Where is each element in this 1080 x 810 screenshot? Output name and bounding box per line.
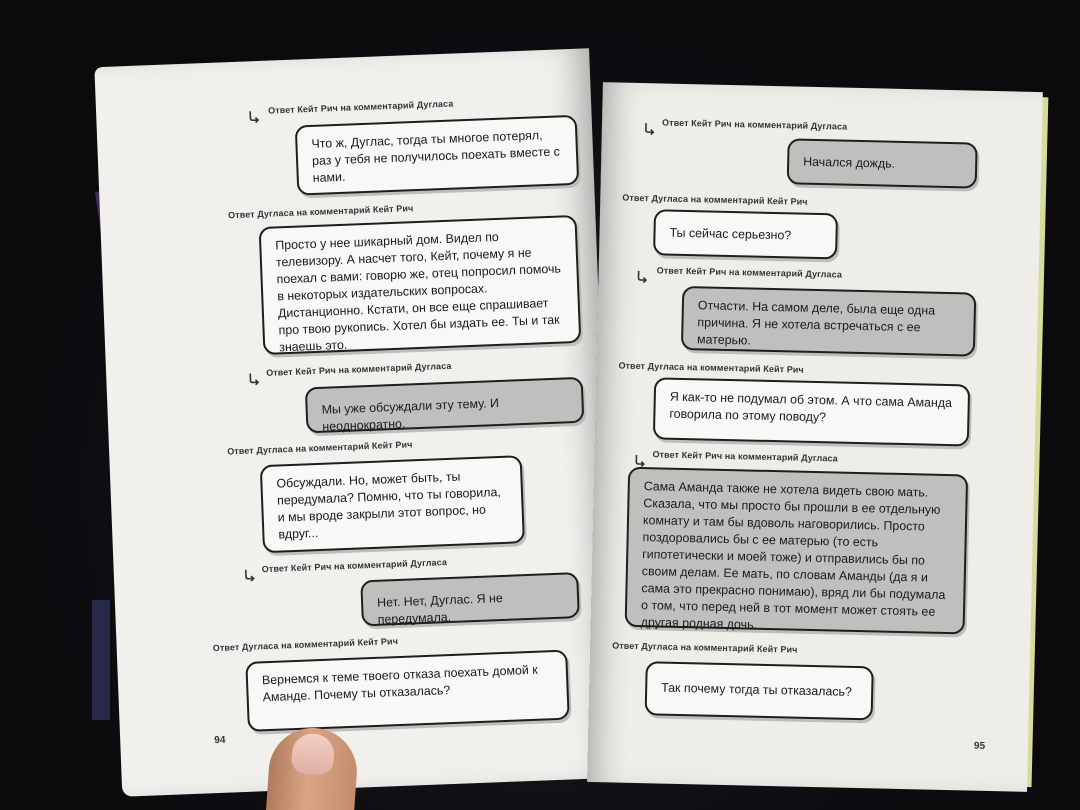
message-bubble: Что ж, Дуглас, тогда ты многое потерял, раз у тебя не получилось поехать вместе с нами. xyxy=(295,115,579,196)
reply-arrow-icon xyxy=(632,453,646,467)
message-bubble: Сама Аманда также не хотела видеть свою мать. Сказала, что мы просто бы прошли в ее отдельную комнату и там бы вдоволь наговорились. Просто поздоровались бы с ее матерью (то есть гипотетически и моей тоже) и отправились бы по своим делам. Ее мать, по словам Аманды (да я и сама это прекрасно понимаю), вряд ли бы подумала о том, что перед ней в тот момент может стоять ее другая родная дочь. xyxy=(625,467,969,635)
comment-header: Ответ Дугласа на комментарий Кейт Рич xyxy=(612,640,798,655)
message-bubble: Обсуждали. Но, может быть, ты передумала? Помню, что ты говорила, и мы вроде закрыли этот вопрос, но вдруг... xyxy=(260,455,525,553)
message-bubble: Отчасти. На самом деле, была еще одна причина. Я не хотела встречаться с ее матерью. xyxy=(681,286,976,357)
message-bubble: Ты сейчас серьезно? xyxy=(653,209,838,259)
comment-header: Ответ Дугласа на комментарий Кейт Рич xyxy=(227,439,413,457)
reply-arrow-icon xyxy=(242,567,257,582)
message-bubble: Начался дождь. xyxy=(787,138,978,188)
message-bubble: Я как-то не подумал об этом. А что сама Аманда говорила по этому поводу? xyxy=(653,377,970,446)
message-bubble: Просто у нее шикарный дом. Видел по телевизору. А насчет того, Кейт, почему я не поехал с вами: говорю же, отец попросил помочь в некоторых издательских вопросах. Дистанционно. Кстати, он все еще спрашивает про твою рукопись. Хотел бы издать ее. Ты и так знаешь это. xyxy=(259,215,582,355)
comment-header: Ответ Дугласа на комментарий Кейт Рич xyxy=(227,203,414,221)
reply-arrow-icon xyxy=(246,371,261,386)
book-page-right xyxy=(587,82,1043,792)
message-bubble: Мы уже обсуждали эту тему. И неоднократно. xyxy=(305,377,585,434)
comment-header: Ответ Кейт Рич на комментарий Дугласа xyxy=(656,265,843,280)
comment-header: Ответ Кейт Рич на комментарий Дугласа xyxy=(661,117,848,132)
comment-header: Ответ Кейт Рич на комментарий Дугласа xyxy=(652,449,838,464)
message-bubble: Нет. Нет, Дуглас. Я не передумала. xyxy=(360,572,580,626)
reply-arrow-icon xyxy=(634,269,648,283)
reply-arrow-icon xyxy=(642,121,656,135)
page-number: 95 xyxy=(973,740,986,752)
background-object xyxy=(92,600,110,720)
page-number: 94 xyxy=(214,734,226,747)
message-bubble: Так почему тогда ты отказалась? xyxy=(645,661,874,720)
message-bubble: Вернемся к теме твоего отказа поехать домой к Аманде. Почему ты отказалась? xyxy=(245,650,569,732)
comment-header: Ответ Кейт Рич на комментарий Дугласа xyxy=(261,557,448,575)
reply-arrow-icon xyxy=(246,109,261,124)
comment-header: Ответ Дугласа на комментарий Кейт Рич xyxy=(622,192,808,207)
book-page-left xyxy=(94,48,617,796)
comment-header: Ответ Кейт Рич на комментарий Дугласа xyxy=(267,98,454,116)
comment-header: Ответ Дугласа на комментарий Кейт Рич xyxy=(212,636,399,654)
comment-header: Ответ Кейт Рич на комментарий Дугласа xyxy=(266,360,452,378)
comment-header: Ответ Дугласа на комментарий Кейт Рич xyxy=(618,360,804,375)
